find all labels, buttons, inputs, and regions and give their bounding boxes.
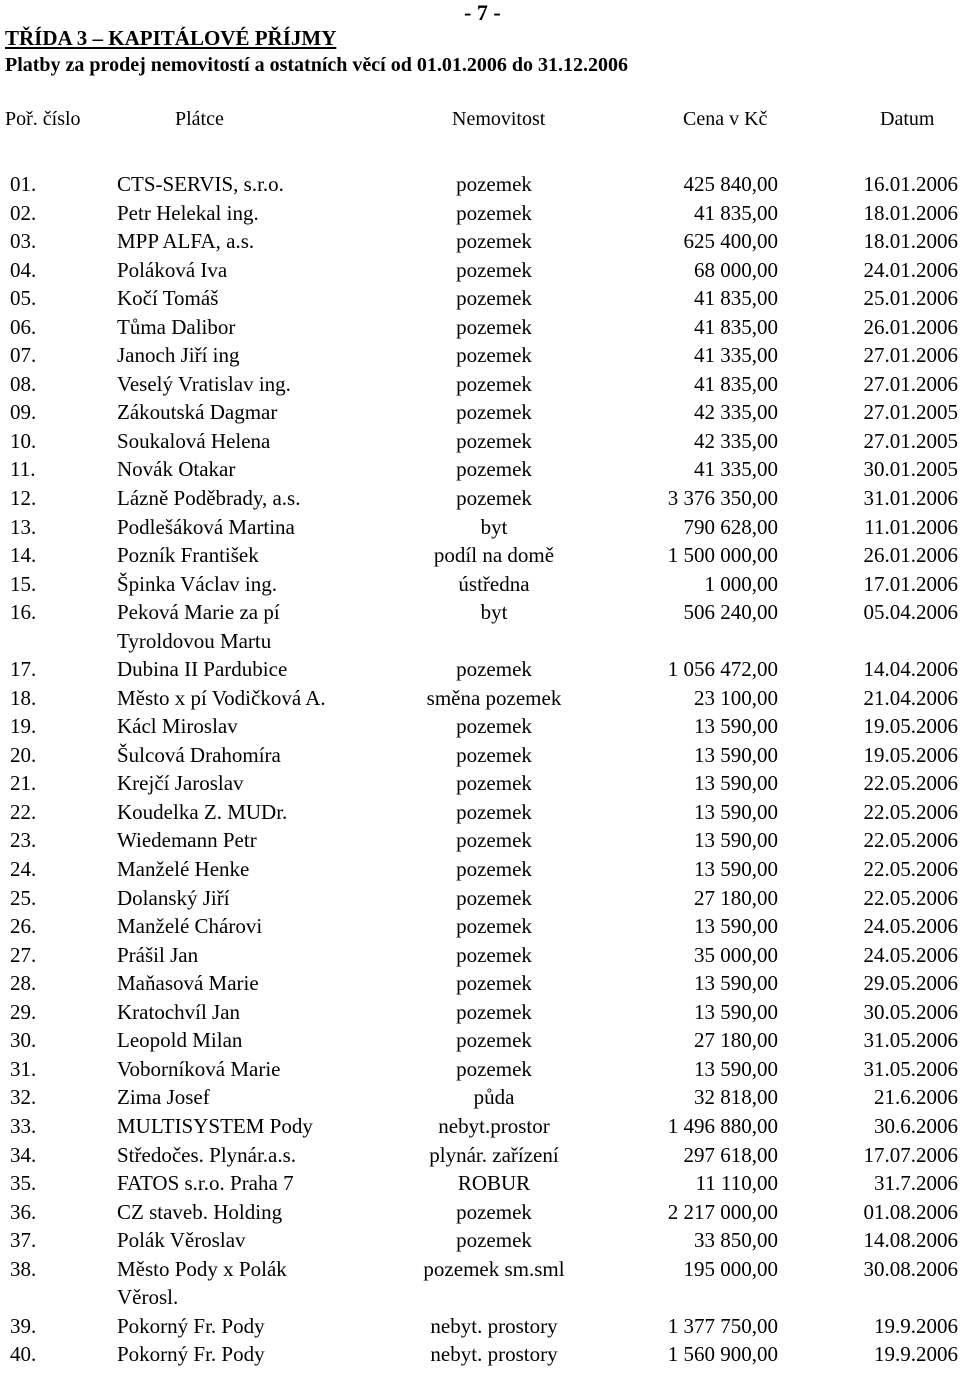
row-date: 22.05.2006 [863,799,958,824]
row-payer [117,313,235,342]
row-payer-line: Pokorný Fr. Pody [117,1342,265,1367]
row-payer-line: Janoch Jiří ing [117,343,240,368]
row-payer [117,598,280,655]
row-price: 13 590,00 [694,771,778,796]
row-price: 506 240,00 [683,600,778,625]
row-property: pozemek [456,1199,532,1224]
row-payer [117,570,277,599]
row-price: 41 835,00 [694,200,778,225]
row-date: 27.01.2006 [863,343,958,368]
row-price: 13 590,00 [694,828,778,853]
row-payer [117,655,287,684]
row-price: 42 335,00 [694,400,778,425]
table-row [0,969,960,998]
table-header [0,106,960,132]
row-price: 33 850,00 [694,1228,778,1253]
row-number: 30. [10,1028,37,1053]
row-payer [117,912,262,941]
row-price: 13 590,00 [694,971,778,996]
row-property: pozemek [456,999,532,1024]
row-property: pozemek [456,857,532,882]
row-date: 17.01.2006 [863,571,958,596]
table-row [0,684,960,713]
row-property: ROBUR [457,1171,531,1196]
row-date: 16.01.2006 [863,172,958,196]
row-date: 30.08.2006 [863,1256,958,1281]
table-row [0,1226,960,1255]
row-property: pozemek [456,914,532,939]
row-payer [117,741,281,770]
row-payer [117,541,259,570]
table-row [0,741,960,770]
row-property: pozemek [456,771,532,796]
row-property: pozemek [456,828,532,853]
row-payer-line: Město Pody x Polák [117,1256,287,1281]
row-property: pozemek [456,229,532,254]
row-date: 01.08.2006 [863,1199,958,1224]
header-cislo: Poř. číslo [5,108,81,130]
row-property: pozemek [456,200,532,225]
row-number: 24. [10,857,37,882]
row-date: 18.01.2006 [863,200,958,225]
row-property: byt [480,600,508,625]
row-payer-line: Zákoutská Dagmar [117,400,278,425]
row-date: 21.6.2006 [874,1085,958,1110]
row-payer-line: Novák Otakar [117,457,236,482]
row-payer [117,284,218,313]
row-date: 22.05.2006 [863,885,958,910]
row-property: ústředna [458,571,530,596]
row-payer-line: Peková Marie za pí [117,600,280,625]
row-payer [117,769,244,798]
row-payer-line: Špinka Václav ing. [117,571,278,596]
row-property: pozemek [456,286,532,311]
row-number: 25. [10,885,37,910]
row-number: 32. [10,1085,37,1110]
row-price: 13 590,00 [694,857,778,882]
row-property: směna pozemek [426,685,562,710]
row-number: 19. [10,714,37,739]
header-platce: Plátce [175,108,224,130]
table-row [0,313,960,342]
row-number: 17. [10,657,37,682]
row-payer [117,427,270,456]
row-payer-line: Lázně Poděbrady, a.s. [117,486,301,511]
row-payer-line: MPP ALFA, a.s. [117,229,255,254]
row-date: 26.01.2006 [863,314,958,339]
row-number: 26. [10,914,37,939]
row-price: 13 590,00 [694,914,778,939]
header-cena: Cena v Kč [683,108,768,130]
row-price: 41 835,00 [694,286,778,311]
row-payer [117,1026,242,1055]
table-row [0,998,960,1027]
row-price: 41 335,00 [694,457,778,482]
row-number: 36. [10,1199,37,1224]
row-payer [117,1255,287,1312]
table-row [0,1198,960,1227]
row-property: pozemek [456,1028,532,1053]
row-payer-line: Město x pí Vodičková A. [117,685,326,710]
row-number: 16. [10,600,37,625]
row-number: 08. [10,371,37,396]
row-number: 10. [10,428,37,453]
row-payer [117,941,198,970]
row-number: 22. [10,799,37,824]
row-payer-line: Středočes. Plynár.a.s. [117,1142,297,1167]
row-payer [117,1340,265,1369]
row-payer-line: Pokorný Fr. Pody [117,1313,265,1338]
row-number: 01. [10,172,37,196]
row-date: 19.9.2006 [874,1313,958,1338]
row-payer-line: MULTISYSTEM Pody [117,1113,313,1138]
row-date: 25.01.2006 [863,286,958,311]
row-price: 1 560 900,00 [667,1342,778,1367]
row-price: 27 180,00 [694,1028,778,1053]
row-property: pozemek [456,1228,532,1253]
row-date: 30.05.2006 [863,999,958,1024]
table-row [0,655,960,684]
row-price: 41 835,00 [694,371,778,396]
row-price: 23 100,00 [694,685,778,710]
row-date: 27.01.2006 [863,371,958,396]
table-row [0,1169,960,1198]
row-number: 37. [10,1228,37,1253]
row-date: 14.08.2006 [863,1228,958,1253]
row-payer-line: Pozník František [117,543,259,568]
row-number: 07. [10,343,37,368]
row-property: pozemek [456,257,532,282]
row-price: 1 496 880,00 [667,1113,778,1138]
page-number: - 7 - [464,0,501,25]
row-payer-line: Zima Josef [117,1085,210,1110]
row-number: 40. [10,1342,37,1367]
row-price: 297 618,00 [683,1142,778,1167]
row-payer-line: CTS-SERVIS, s.r.o. [117,172,284,196]
row-number: 15. [10,571,37,596]
row-property: byt [480,514,508,539]
row-payer [117,712,238,741]
table-row [0,712,960,741]
row-date: 24.05.2006 [863,942,958,967]
table-row [0,855,960,884]
table-row [0,256,960,285]
row-date: 29.05.2006 [863,971,958,996]
row-price: 41 335,00 [694,343,778,368]
row-number: 31. [10,1056,37,1081]
row-number: 21. [10,771,37,796]
row-payer-line: Šulcová Drahomíra [117,742,281,767]
row-payer [117,170,284,199]
row-price: 27 180,00 [694,885,778,910]
row-date: 14.04.2006 [863,657,958,682]
table-row [0,1255,960,1312]
row-payer-line: Věrosl. [117,1285,179,1310]
row-date: 27.01.2005 [863,400,958,425]
row-date: 27.01.2005 [863,428,958,453]
table-row [0,798,960,827]
row-date: 24.01.2006 [863,257,958,282]
row-payer [117,484,300,513]
table-row [0,170,960,199]
row-payer-line: Voborníková Marie [117,1056,281,1081]
row-number: 33. [10,1113,37,1138]
document-subtitle: Platby za prodej nemovitostí a ostatních věcí od 01.01.2006 do 31.12.2006 [5,54,628,76]
header-datum: Datum [880,108,935,130]
row-price: 195 000,00 [683,1256,778,1281]
row-price: 35 000,00 [694,942,778,967]
row-payer [117,826,257,855]
row-number: 27. [10,942,37,967]
row-payer [117,798,287,827]
row-date: 31.05.2006 [863,1028,958,1053]
table-row [0,455,960,484]
row-number: 03. [10,229,37,254]
row-property: pozemek [456,1056,532,1081]
row-payer [117,513,295,542]
row-number: 12. [10,486,37,511]
row-payer [117,1141,296,1170]
row-number: 14. [10,543,37,568]
row-price: 1 500 000,00 [667,543,778,568]
row-payer [117,370,291,399]
row-number: 29. [10,999,37,1024]
row-date: 31.05.2006 [863,1056,958,1081]
table-row [0,941,960,970]
table-row [0,1026,960,1055]
row-price: 425 840,00 [683,172,778,196]
row-property: nebyt. prostory [430,1313,558,1338]
table-row [0,1340,960,1369]
row-payer [117,1083,210,1112]
row-price: 13 590,00 [694,999,778,1024]
row-number: 34. [10,1142,37,1167]
row-number: 28. [10,971,37,996]
row-payer [117,1312,265,1341]
row-payer-line: Tyroldovou Martu [117,628,272,653]
row-price: 13 590,00 [694,799,778,824]
row-number: 09. [10,400,37,425]
row-payer-line: Dubina II Pardubice [117,657,288,682]
row-price: 1 056 472,00 [667,657,778,682]
row-price: 13 590,00 [694,742,778,767]
row-payer [117,884,230,913]
row-payer-line: Soukalová Helena [117,428,271,453]
row-price: 42 335,00 [694,428,778,453]
row-price: 3 376 350,00 [667,486,778,511]
row-payer-line: Prášil Jan [117,942,199,967]
row-property: pozemek [456,799,532,824]
table-row [0,884,960,913]
row-number: 38. [10,1256,37,1281]
row-property: pozemek [456,885,532,910]
row-property: podíl na domě [433,543,555,568]
row-number: 20. [10,742,37,767]
row-date: 31.7.2006 [874,1171,958,1196]
row-payer [117,1169,294,1198]
row-property: pozemek [456,971,532,996]
row-payer-line: Polák Věroslav [117,1228,246,1253]
row-date: 17.07.2006 [863,1142,958,1167]
row-number: 39. [10,1313,37,1338]
row-property: pozemek [456,742,532,767]
row-payer-line: Maňasová Marie [117,971,259,996]
row-property: pozemek [456,486,532,511]
table-row [0,598,960,655]
table-row [0,398,960,427]
table-row [0,484,960,513]
row-number: 04. [10,257,37,282]
table-row [0,826,960,855]
row-payer-line: Kratochvíl Jan [117,999,241,1024]
row-payer [117,1112,313,1141]
row-price: 790 628,00 [683,514,778,539]
row-property: pozemek [456,428,532,453]
row-payer-line: CZ staveb. Holding [117,1199,283,1224]
row-payer-line: Manželé Henke [117,857,250,882]
row-number: 11. [10,457,36,482]
row-date: 24.05.2006 [863,914,958,939]
table-row [0,570,960,599]
row-date: 26.01.2006 [863,543,958,568]
row-property: pozemek [456,314,532,339]
row-payer [117,855,249,884]
row-payer [117,1226,246,1255]
table-row [0,341,960,370]
row-date: 18.01.2006 [863,229,958,254]
table-row [0,1083,960,1112]
table-row [0,769,960,798]
row-property: půda [473,1085,515,1110]
row-price: 68 000,00 [694,257,778,282]
row-property: pozemek [456,457,532,482]
row-date: 19.05.2006 [863,714,958,739]
row-date: 11.01.2006 [864,514,958,539]
table-row [0,1112,960,1141]
row-date: 19.05.2006 [863,742,958,767]
table-row [0,370,960,399]
row-date: 05.04.2006 [863,600,958,625]
row-payer-line: Veselý Vratislav ing. [117,371,291,396]
row-price: 41 835,00 [694,314,778,339]
payments-table [0,170,960,1369]
row-price: 11 110,00 [695,1171,778,1196]
table-row [0,199,960,228]
row-payer [117,1198,282,1227]
row-date: 19.9.2006 [874,1342,958,1367]
row-payer-line: Manželé Chárovi [117,914,263,939]
row-payer-line: Leopold Milan [117,1028,243,1053]
row-payer-line: Kočí Tomáš [117,286,219,311]
row-payer [117,199,259,228]
row-payer-line: Krejčí Jaroslav [117,771,244,796]
table-row [0,912,960,941]
row-property: pozemek [456,400,532,425]
row-price: 625 400,00 [683,229,778,254]
row-payer [117,1055,281,1084]
row-price: 1 000,00 [704,571,778,596]
row-number: 05. [10,286,37,311]
table-row [0,541,960,570]
row-price: 13 590,00 [694,714,778,739]
row-payer [117,969,259,998]
row-payer-line: Podlešáková Martina [117,514,295,539]
row-payer [117,341,239,370]
row-number: 35. [10,1171,37,1196]
row-payer [117,455,235,484]
row-price: 1 377 750,00 [667,1313,778,1338]
row-property: pozemek [456,172,532,196]
row-number: 06. [10,314,37,339]
row-date: 22.05.2006 [863,857,958,882]
row-property: pozemek [456,343,532,368]
row-property: pozemek sm.sml [423,1256,565,1281]
table-row [0,227,960,256]
row-date: 30.01.2005 [863,457,958,482]
row-payer-line: Dolanský Jiří [117,885,230,910]
row-date: 30.6.2006 [874,1113,958,1138]
row-price: 32 818,00 [694,1085,778,1110]
row-property: nebyt. prostory [430,1342,558,1367]
row-property: pozemek [456,942,532,967]
row-date: 31.01.2006 [863,486,958,511]
row-payer-line: Koudelka Z. MUDr. [117,799,288,824]
row-payer [117,227,254,256]
row-payer-line: Tůma Dalibor [117,314,236,339]
row-number: 13. [10,514,37,539]
row-date: 22.05.2006 [863,828,958,853]
table-row [0,1312,960,1341]
row-price: 13 590,00 [694,1056,778,1081]
row-property: pozemek [456,371,532,396]
table-row [0,284,960,313]
row-payer-line: Kácl Miroslav [117,714,238,739]
row-payer-line: FATOS s.r.o. Praha 7 [117,1171,294,1196]
row-payer [117,398,277,427]
row-property: plynár. zařízení [429,1142,559,1167]
row-payer [117,256,227,285]
row-property: pozemek [456,714,532,739]
row-payer-line: Poláková Iva [117,257,228,282]
row-number: 18. [10,685,37,710]
header-nemovitost: Nemovitost [452,108,546,130]
row-payer [117,998,240,1027]
row-date: 22.05.2006 [863,771,958,796]
row-number: 02. [10,200,37,225]
row-number: 23. [10,828,37,853]
table-row [0,1055,960,1084]
row-payer-line: Petr Helekal ing. [117,200,259,225]
row-date: 21.04.2006 [863,685,958,710]
table-row [0,427,960,456]
row-property: pozemek [456,657,532,682]
row-payer [117,684,326,713]
row-price: 2 217 000,00 [667,1199,778,1224]
table-row [0,1141,960,1170]
row-property: nebyt.prostor [438,1113,550,1138]
row-payer-line: Wiedemann Petr [117,828,257,853]
document-title: TŘÍDA 3 – KAPITÁLOVÉ PŘÍJMY [5,26,337,50]
table-row [0,513,960,542]
